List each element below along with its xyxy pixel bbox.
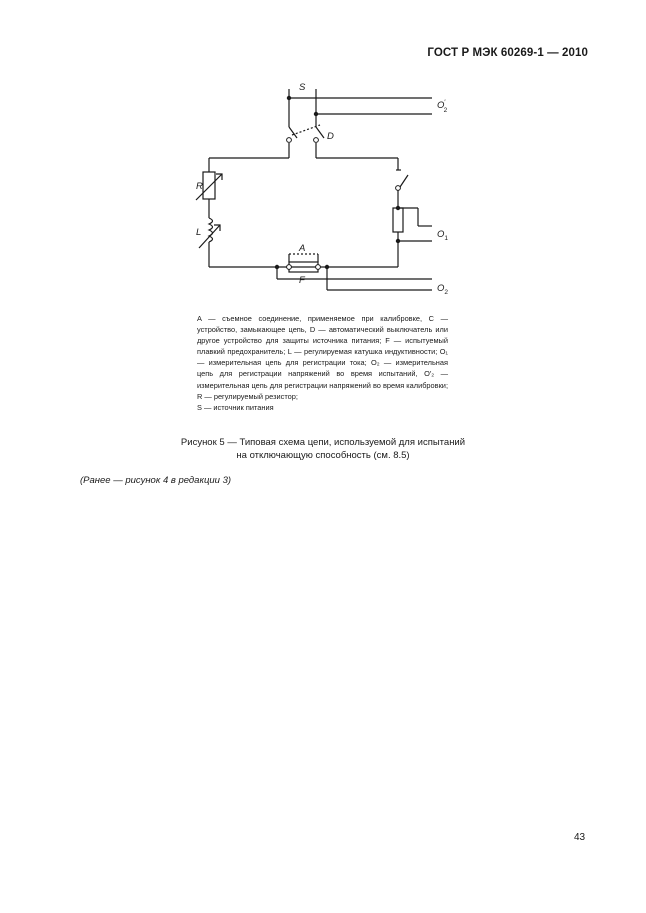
label-f: F [299,275,305,286]
label-a: A [299,243,306,254]
caption-line-2: на отключающую способность (см. 8.5) [236,449,410,461]
junction-o1-a [396,206,400,210]
circuit-diagram [0,0,646,310]
legend-text: A — съемное соединение, применяемое при калибровке, C — устройство, замыкающее цепь, D — автоматический выключатель или другое устройство для защиты источника питания; F — испытуемый плавкий предохранитель; L — регулируемая катушка индуктивности; O₁ — измерительная цепь для регистрации тока; O₂ — измерительная цепь для регистрации напряжений во время испытаний, O′₂ — измерительная цепь для регистрации напряжений во время калибровки; R — регулируемый резистор; [197,314,448,401]
terminal-d-left [287,138,292,143]
caption-line-1: Рисунок 5 — Типовая схема цепи, используемой для испытаний [180,437,466,448]
edition-note: (Ранее — рисунок 4 в редакции 3) [80,475,232,486]
label-d: D [327,131,334,142]
legend-last-line: S — источник питания [197,402,274,412]
breaker-d-contact-right [316,127,324,138]
label-s: S [299,82,306,93]
junction-o2-prime-b [314,112,318,116]
junction-o2-prime-a [287,96,291,100]
label-o1: $O_1$ [437,229,449,242]
terminal-fuse-left [287,265,292,270]
inductor-l [209,218,213,242]
resistor-r [203,172,215,199]
terminal-c [396,186,401,191]
label-r: R [196,181,203,192]
terminal-d-right [314,138,319,143]
document-header: ГОСТ Р МЭК 60269-1 — 2010 [427,47,588,59]
figure-caption [150,437,496,462]
junction-o1-b [396,239,400,243]
breaker-d-linkage [292,125,320,135]
page-number: 43 [574,832,586,843]
breaker-d-contact-left [289,127,297,138]
junction-o2-a [275,265,279,269]
junction-o2-b [325,265,329,269]
shunt-o1 [393,208,403,232]
figure-legend [197,313,448,413]
terminal-fuse-right [316,265,321,270]
label-l: L [196,227,202,238]
label-o2: $O_2$ [437,283,449,296]
label-o2-prime: O′ 2 [437,99,448,114]
